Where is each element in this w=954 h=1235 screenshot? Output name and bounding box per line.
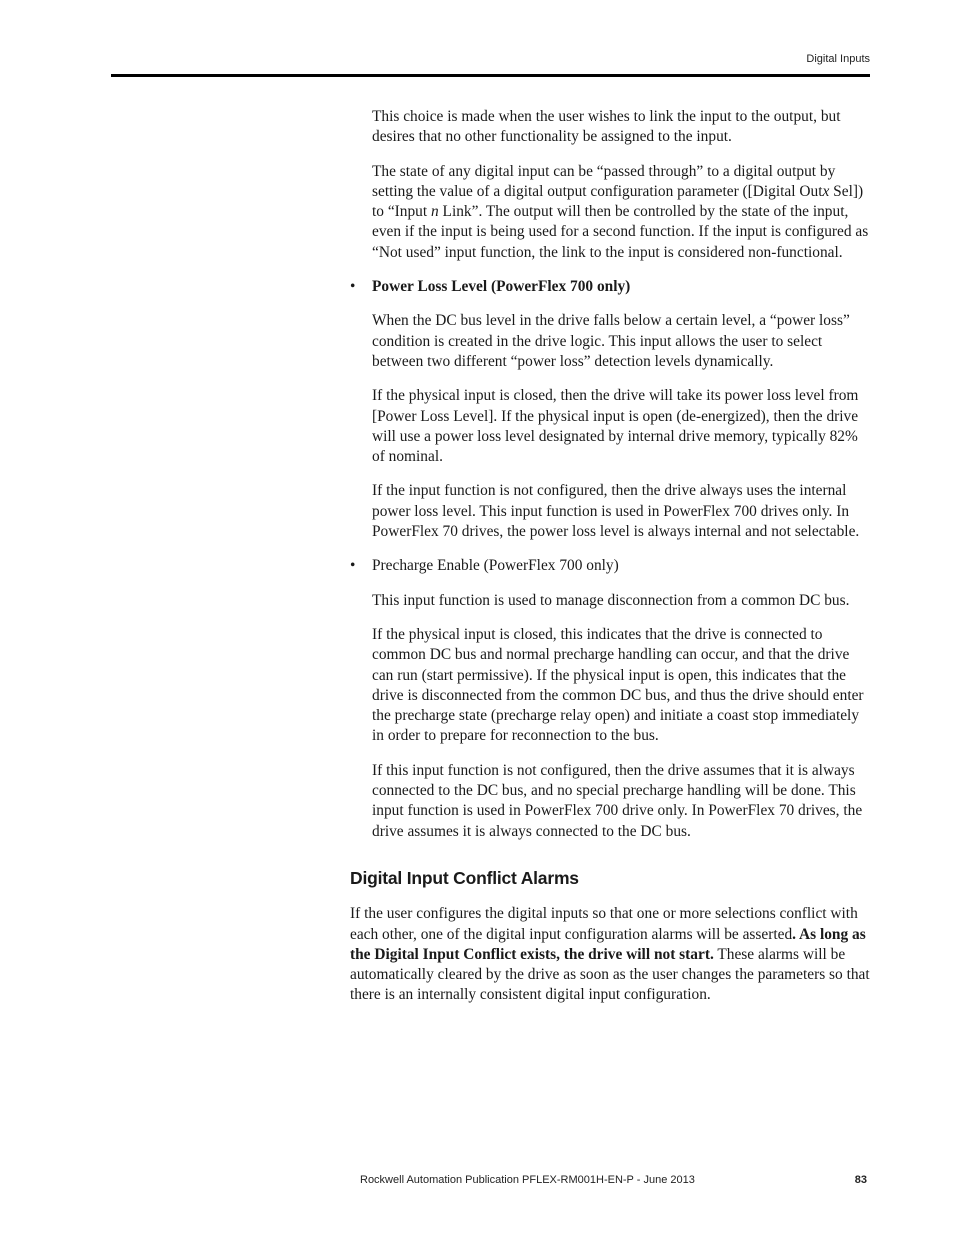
- conflict-text-b: These alarms will be automatically cleared by the drive as soon as the user changes the parameters so that there is an internally consistent digital input configuration.: [350, 945, 870, 1004]
- pass-through-text-c: Link”. The output will then be controlled by the state of the input, even if the input is being used for a second function. If the input is configured as “Not used” input function, the link to the input is considered non-functional.: [372, 203, 869, 261]
- paragraph-power-loss-2: If the physical input is closed, then the drive will take its power loss level from [Power Loss Level]. If the physical input is open (de-energized), then the drive will use a power loss level designated by internal drive memory, typically 82% of nominal.: [372, 387, 859, 466]
- paragraph-precharge-1: This input function is used to manage disconnection from a common DC bus.: [372, 591, 850, 609]
- bullet-icon: •: [350, 557, 356, 575]
- conflict-text-a: If the user configures the digital inputs so that one or more selections conflict with each other, one of the digital input configuration alarms will be asserted: [350, 905, 858, 943]
- paragraph-pass-through: [350, 162, 870, 263]
- pass-through-text-b: Sel]) to “Input: [372, 182, 864, 221]
- page-number: 83: [854, 1174, 867, 1186]
- header-rule: [111, 74, 870, 77]
- page-body: [350, 107, 870, 1020]
- pass-through-var-n: n: [431, 203, 439, 221]
- bullet-title-precharge-enable: Precharge Enable (PowerFlex 700 only): [372, 557, 619, 575]
- bullet-title-power-loss-level: Power Loss Level (PowerFlex 700 only): [372, 278, 631, 296]
- running-header: Digital Inputs: [806, 53, 870, 65]
- pass-through-var-x: x: [822, 182, 830, 200]
- bullet-power-loss-level: [350, 277, 870, 297]
- bullet-precharge-enable: [350, 556, 870, 576]
- bullet-icon: •: [350, 278, 356, 296]
- paragraph-power-loss-1: When the DC bus level in the drive falls below a certain level, a “power loss” condition is created in the drive logic. This input allows the user to select between two different “power loss” detection levels dynamically.: [372, 312, 850, 370]
- paragraph-precharge-2: If the physical input is closed, this indicates that the drive is connected to common DC bus and normal precharge handling can occur, and that the drive can run (start permissive). If the physical input is open, this indicates that the drive is disconnected from the common DC bus, and thus the drive should enter the precharge state (precharge relay open) and initiate a coast stop immediately in order to prepare for reconnection to the bus.: [372, 625, 864, 745]
- paragraph-link-choice: This choice is made when the user wishes to link the input to the output, but desires that no other functionality be assigned to the input.: [372, 108, 841, 146]
- pass-through-text-a: The state of any digital input can be “passed through” to a digital output by setting the value of a digital output configuration parameter ([Digital Out: [372, 162, 836, 200]
- paragraph-precharge-3: If this input function is not configured, then the drive assumes that it is always connected to the DC bus, and no special precharge handling will be done. This input function is used in PowerFlex 700 drive only. In PowerFlex 70 drives, the drive assumes it is always connected to the DC bus.: [372, 761, 863, 840]
- conflict-text-bold: . As long as the Digital Input Conflict exists, the drive will not start.: [350, 925, 866, 963]
- paragraph-conflict-alarms: [350, 904, 870, 1005]
- footer-publication: Rockwell Automation Publication PFLEX-RM001H-EN-P - June 2013: [360, 1174, 695, 1186]
- paragraph-power-loss-3: If the input function is not configured, then the drive always uses the internal power loss level. This input function is used in PowerFlex 700 drives only. In PowerFlex 70 drives, the power loss level is always internal and not selectable.: [372, 482, 860, 541]
- section-heading-conflict-alarms: Digital Input Conflict Alarms: [350, 867, 579, 888]
